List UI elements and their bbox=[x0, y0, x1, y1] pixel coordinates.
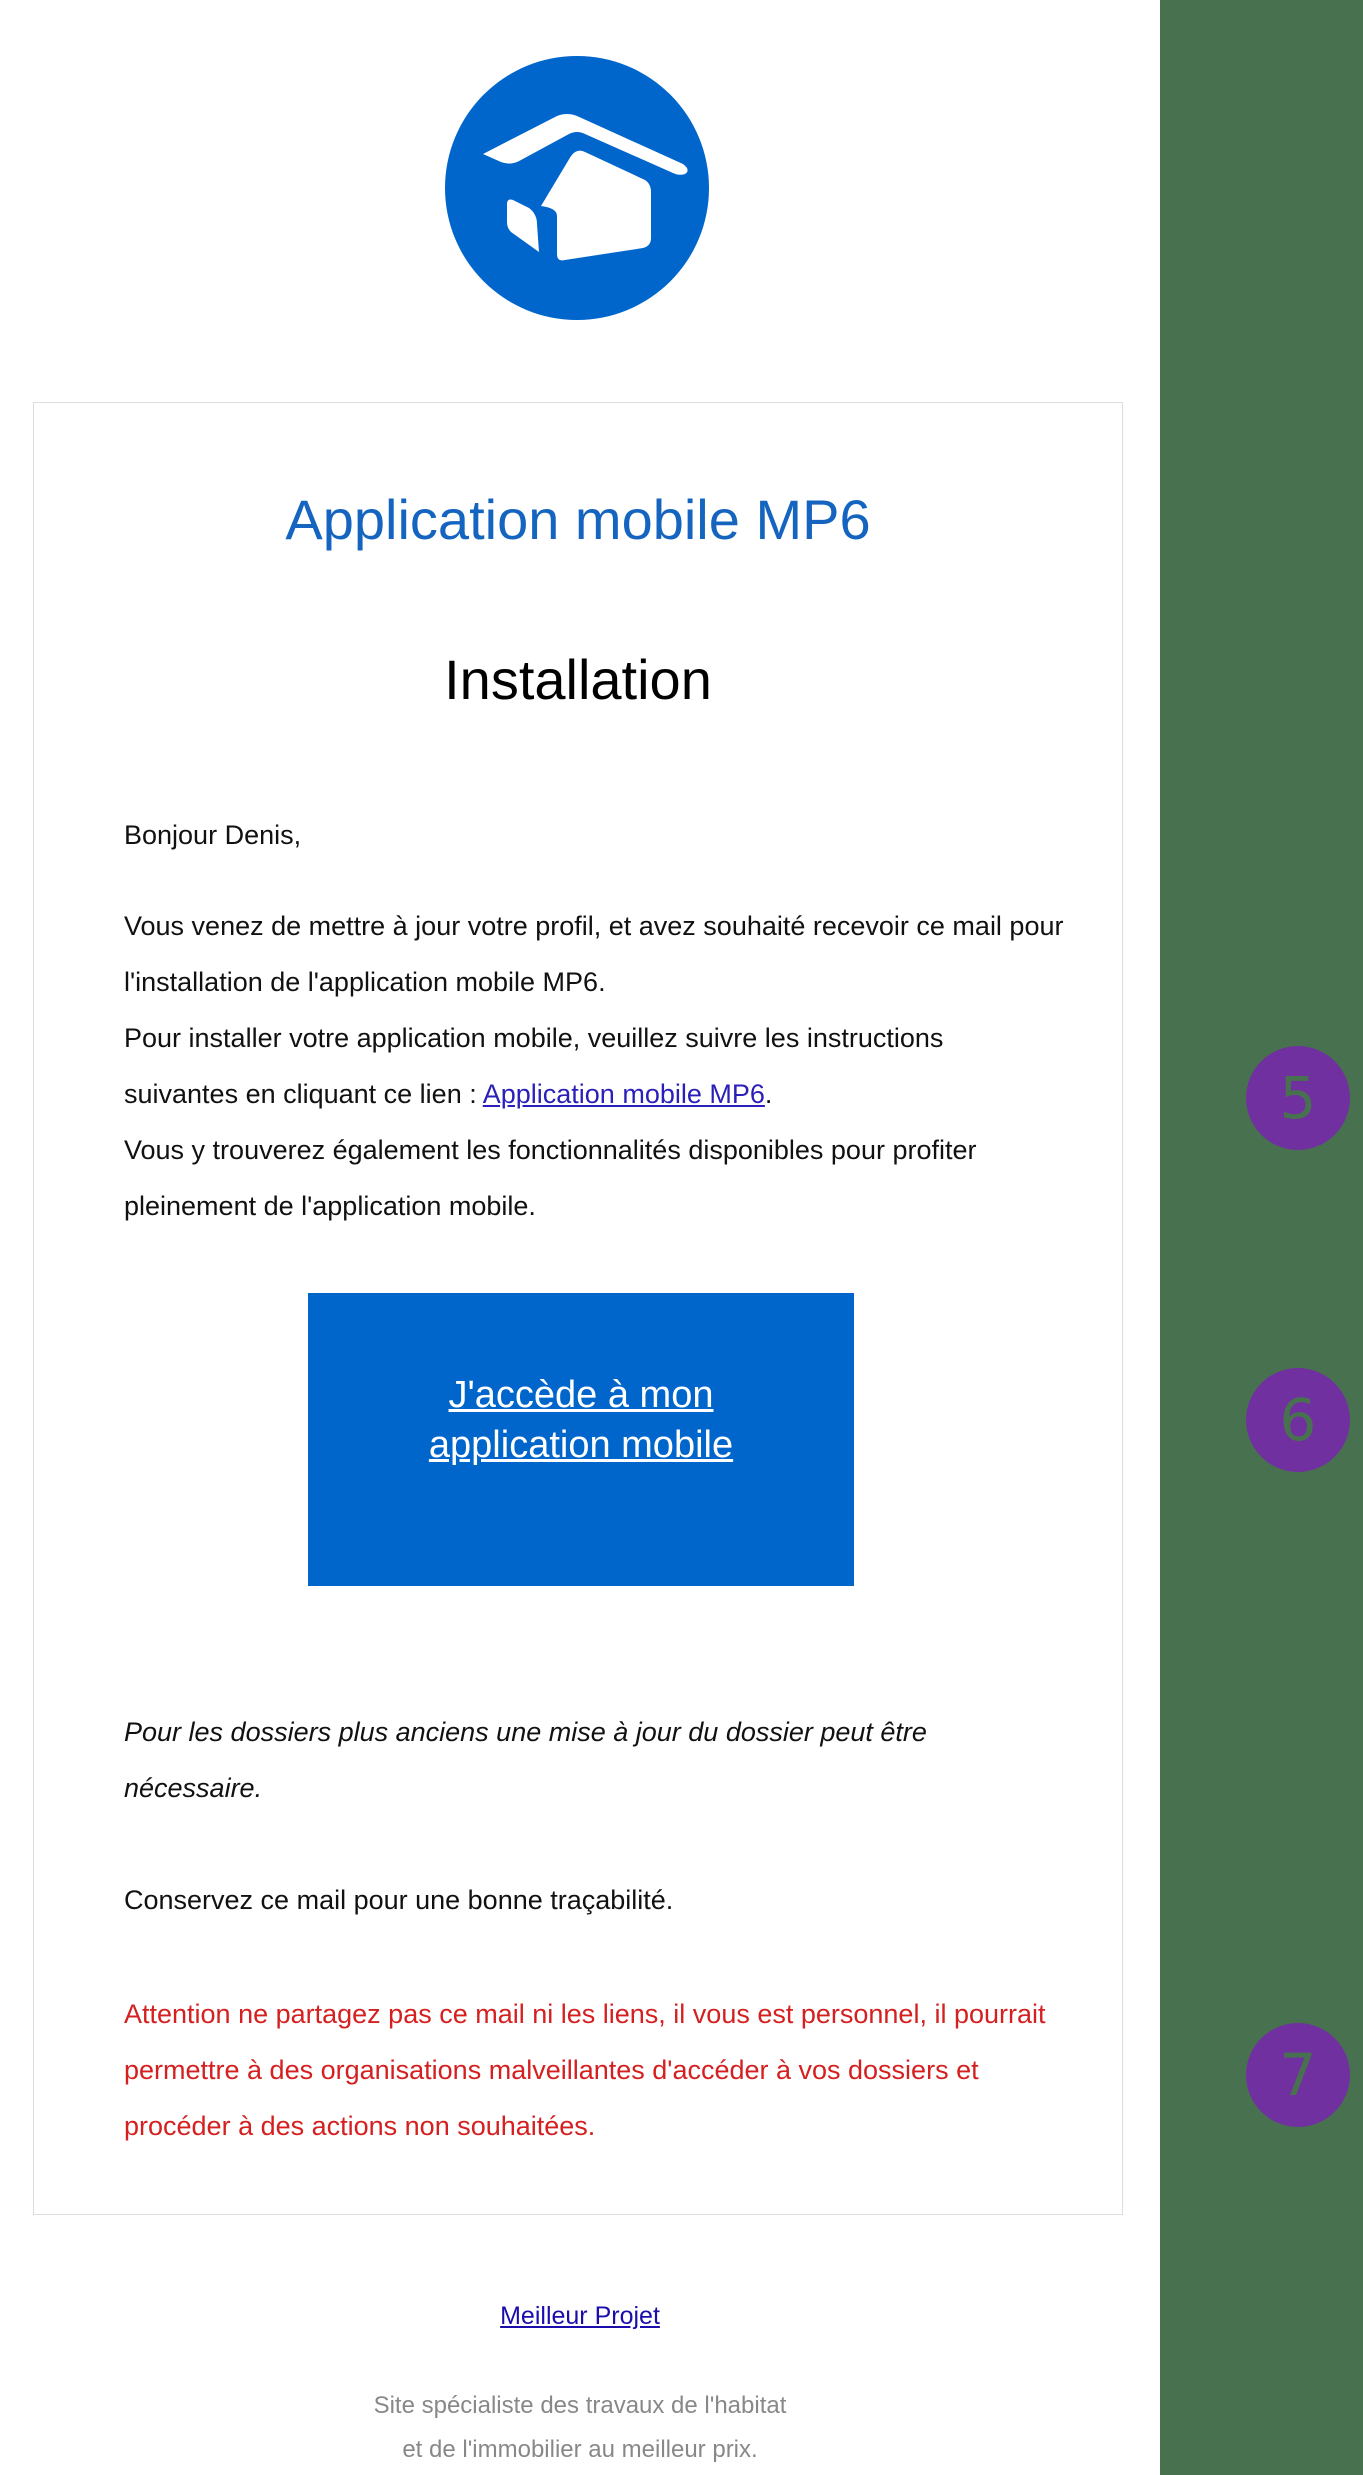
access-app-button-label[interactable]: J'accède à mon application mobile bbox=[428, 1373, 734, 1466]
email-card bbox=[33, 402, 1123, 2215]
intro-paragraph bbox=[124, 898, 1064, 1234]
intro-text-2-prefix: Pour installer votre application mobile, veuillez suivre les instructions suivantes en cliquant ce lien : bbox=[124, 1023, 944, 1109]
step-marker-7: 7 bbox=[1246, 2023, 1350, 2127]
email-title: Application mobile MP6 bbox=[285, 488, 871, 551]
keep-mail-text: Conservez ce mail pour une bonne traçabilité. bbox=[124, 1885, 674, 1915]
house-logo-icon bbox=[445, 56, 709, 320]
step-marker-5: 5 bbox=[1246, 1046, 1350, 1150]
email-subtitle: Installation bbox=[444, 648, 712, 711]
intro-text-2-suffix: . bbox=[764, 1079, 773, 1109]
access-app-button[interactable] bbox=[308, 1293, 854, 1586]
footer-tagline bbox=[0, 2384, 1160, 2472]
intro-text-2 bbox=[124, 1010, 1064, 1122]
note-text: Pour les dossiers plus anciens une mise à jour du dossier peut être nécessaire. bbox=[124, 1717, 927, 1803]
app-mobile-link[interactable]: Application mobile MP6 bbox=[482, 1079, 765, 1109]
meilleur-projet-link[interactable]: Meilleur Projet bbox=[500, 2302, 660, 2330]
house-glyph-icon bbox=[445, 56, 709, 320]
intro-text-3: Vous y trouverez également les fonctionnalités disponibles pour profiter pleinement de l'application mobile. bbox=[124, 1135, 977, 1221]
footer-tagline-line-2: et de l'immobilier au meilleur prix. bbox=[402, 2436, 758, 2463]
intro-text-1: Vous venez de mettre à jour votre profil, et avez souhaité recevoir ce mail pour l'installation de l'application mobile MP6. bbox=[124, 911, 1064, 997]
security-warning-text: Attention ne partagez pas ce mail ni les liens, il vous est personnel, il pourrait permettre à des organisations malveillantes d'accéder à vos dossiers et procéder à des actions non souhaitées. bbox=[124, 1999, 1046, 2141]
step-marker-6: 6 bbox=[1246, 1368, 1350, 1472]
footer-tagline-line-1: Site spécialiste des travaux de l'habitat bbox=[373, 2392, 787, 2419]
greeting-text: Bonjour Denis, bbox=[124, 820, 302, 850]
